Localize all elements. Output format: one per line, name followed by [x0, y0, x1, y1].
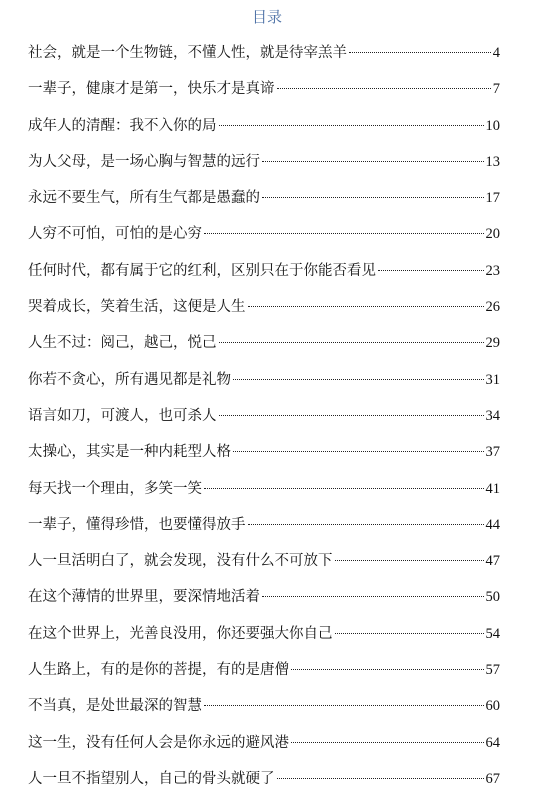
toc-entry-page: 17: [485, 190, 500, 207]
toc-entry[interactable]: [28, 582, 500, 618]
toc-entry-page: 23: [485, 262, 500, 279]
toc-leader-dots: [262, 197, 484, 198]
toc-entry-title: 在这个世界上，光善良没用，你还要强大你自己: [28, 625, 333, 642]
toc-leader-dots: [204, 233, 484, 234]
toc-leader-dots: [204, 705, 484, 706]
toc-entry[interactable]: [28, 183, 500, 219]
toc-entry[interactable]: [28, 728, 500, 764]
toc-entry-title: 人生路上，有的是你的菩提，有的是唐僧: [28, 662, 289, 679]
toc-leader-dots: [262, 161, 484, 162]
toc-leader-dots: [248, 306, 484, 307]
toc-entry-title: 人生不过：阅己，越己，悦己: [28, 335, 217, 352]
toc-title: 目录: [251, 8, 282, 26]
toc-entry-title: 语言如刀，可渡人，也可杀人: [28, 407, 217, 424]
toc-entry-title: 哭着成长，笑着生活，这便是人生: [28, 299, 246, 316]
toc-entry[interactable]: [28, 655, 500, 691]
toc-entry-page: 57: [485, 662, 500, 679]
toc-entry-page: 54: [485, 625, 500, 642]
toc-entry-title: 人一旦活明白了，就会发现，没有什么不可放下: [28, 553, 333, 570]
toc-entry-page: 34: [485, 407, 500, 424]
toc-entry-page: 41: [485, 480, 500, 497]
toc-entry[interactable]: [28, 365, 500, 401]
toc-entry-title: 为人父母，是一场心胸与智慧的远行: [28, 153, 260, 170]
toc-list: [28, 38, 500, 800]
toc-entry[interactable]: [28, 546, 500, 582]
toc-entry-page: 64: [485, 734, 500, 751]
toc-leader-dots: [291, 742, 484, 743]
toc-leader-dots: [219, 342, 484, 343]
toc-entry-title: 这一生，没有任何人会是你永远的避风港: [28, 734, 289, 751]
toc-leader-dots: [291, 669, 484, 670]
toc-leader-dots: [219, 125, 484, 126]
toc-entry[interactable]: [28, 147, 500, 183]
toc-entry-title: 不当真，是处世最深的智慧: [28, 698, 202, 715]
toc-entry-page: 44: [485, 516, 500, 533]
toc-entry-title: 人穷不可怕，可怕的是心穷: [28, 226, 202, 243]
toc-leader-dots: [233, 451, 484, 452]
toc-entry-page: 26: [485, 299, 500, 316]
toc-leader-dots: [204, 488, 484, 489]
toc-entry[interactable]: [28, 691, 500, 727]
toc-leader-dots: [349, 52, 491, 53]
toc-leader-dots: [219, 415, 484, 416]
toc-leader-dots: [335, 633, 484, 634]
toc-entry-title: 在这个薄情的世界里，要深情地活着: [28, 589, 260, 606]
toc-leader-dots: [262, 596, 484, 597]
toc-entry[interactable]: [28, 292, 500, 328]
toc-entry-page: 37: [485, 444, 500, 461]
toc-leader-dots: [378, 270, 484, 271]
toc-entry[interactable]: [28, 111, 500, 147]
toc-entry[interactable]: [28, 619, 500, 655]
toc-leader-dots: [335, 560, 484, 561]
toc-entry[interactable]: [28, 510, 500, 546]
toc-entry-page: 29: [485, 335, 500, 352]
toc-entry[interactable]: [28, 38, 500, 74]
toc-entry-page: 31: [485, 371, 500, 388]
toc-entry-title: 社会，就是一个生物链，不懂人性，就是待宰羔羊: [28, 45, 347, 61]
toc-entry-title: 永远不要生气，所有生气都是愚蠢的: [28, 190, 260, 207]
toc-entry-page: 50: [485, 589, 500, 606]
toc-entry-page: 67: [485, 770, 500, 787]
toc-entry[interactable]: [28, 474, 500, 510]
toc-entry-page: 47: [485, 553, 500, 570]
toc-entry-page: 7: [492, 81, 500, 98]
toc-entry-page: 10: [485, 117, 500, 134]
toc-entry-title: 成年人的清醒：我不入你的局: [28, 117, 217, 134]
toc-entry-title: 你若不贪心，所有遇见都是礼物: [28, 371, 231, 388]
toc-entry[interactable]: [28, 256, 500, 292]
toc-entry-page: 13: [485, 153, 500, 170]
toc-entry-title: 任何时代，都有属于它的红利，区别只在于你能否看见: [28, 262, 376, 279]
toc-entry-page: 20: [485, 226, 500, 243]
toc-leader-dots: [277, 778, 484, 779]
toc-leader-dots: [248, 524, 484, 525]
toc-entry[interactable]: [28, 219, 500, 255]
toc-entry-title: 每天找一个理由，多笑一笑: [28, 480, 202, 497]
toc-leader-dots: [233, 379, 484, 380]
toc-entry-title: 太操心，其实是一种内耗型人格: [28, 444, 231, 461]
toc-entry[interactable]: [28, 328, 500, 364]
toc-entry[interactable]: [28, 401, 500, 437]
toc-entry-title: 人一旦不指望别人，自己的骨头就硬了: [28, 770, 275, 787]
toc-entry-title: 一辈子，健康才是第一，快乐才是真谛: [28, 81, 275, 98]
toc-leader-dots: [277, 88, 491, 89]
toc-entry[interactable]: [28, 764, 500, 800]
toc-entry[interactable]: [28, 74, 500, 110]
toc-entry[interactable]: [28, 437, 500, 473]
toc-entry-page: 60: [485, 698, 500, 715]
toc-entry-page: 4: [492, 45, 500, 61]
toc-entry-title: 一辈子，懂得珍惜，也要懂得放手: [28, 516, 246, 533]
